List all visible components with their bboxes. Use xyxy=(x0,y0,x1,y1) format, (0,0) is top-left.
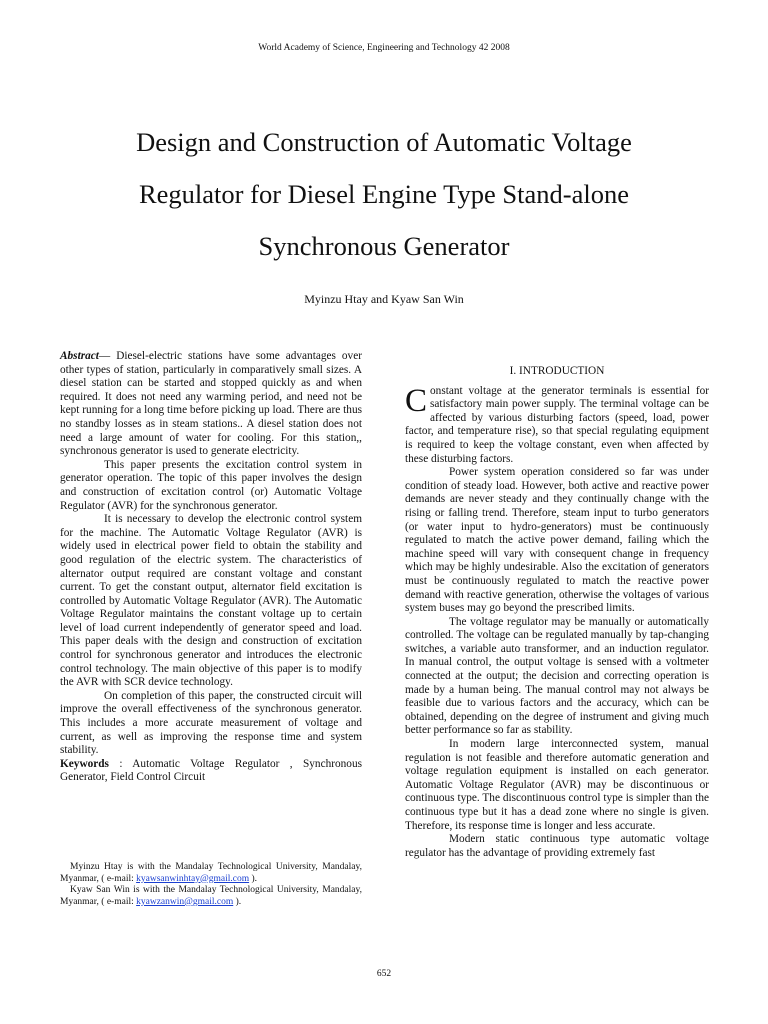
paper-title xyxy=(40,116,728,272)
abstract-paragraph-4: On completion of this paper, the constructed circuit will improve the overall effectiveness of the synchronous generator. This includes a more accurate measurement of voltage and current, as well as improving the response time and system stability. xyxy=(60,689,362,757)
running-head: World Academy of Science, Engineering and Technology 42 2008 xyxy=(258,43,510,53)
footnote-text: Kyaw San Win is with the Mandalay Technological University, Mandalay, Myanmar, ( e-mail: xyxy=(60,885,362,907)
keywords-text: : Automatic Voltage Regulator , Synchronous Generator, Field Control Circuit xyxy=(60,757,362,784)
intro-paragraph-3: The voltage regulator may be manually or automatically controlled. The voltage can be regulated manually by tap-changing switches, a variable auto transformer, and an induction regulator. In manual control, the output voltage is sensed with a voltmeter connected at the output; the decision and correcting operation is made by a human being. The manual control may not always be feasible due to various factors and the accuracy, which can be obtained, depending on the degree of instrument and giving much better performance so far as stability. xyxy=(405,615,709,737)
email-link[interactable]: kyawzanwin@gmail.com xyxy=(136,896,234,907)
drop-cap: C xyxy=(405,382,428,419)
footnote-end: ). xyxy=(249,873,258,884)
intro-paragraph-4: In modern large interconnected system, manual regulation is not feasible and therefore automatic generation and voltage regulation equipment is installed on each generator. Automatic Voltage Regulator (AVR) may be discontinuous or continuous type. The discontinuous control type is simpler than the continuous type but it has a dead zone where no single is given. Therefore, its response time is longer and less accurate. xyxy=(405,738,709,832)
email-link[interactable]: kyawsanwinhtay@gmail.com xyxy=(136,873,250,884)
footnote-text: Myinzu Htay is with the Mandalay Technological University, Mandalay, Myanmar, ( e-mail: xyxy=(60,862,362,884)
footnote-end: ). xyxy=(233,896,242,907)
left-column xyxy=(60,350,362,785)
section-heading: I. INTRODUCTION xyxy=(509,365,605,377)
abstract-paragraph-3: It is necessary to develop the electronic control system for the machine. The Automatic Voltage Regulator (AVR) is widely used in electrical power field to obtain the stability and good regulation of the electric system. The characteristics of alternator output required are constant voltage and constant current. To get the constant output, alternator field excitation is controlled by Automatic Voltage Regulator (AVR). The Automatic Voltage Regulator maintains the constant voltage up to certain level of load current independently of generator speed and load. This paper deals with the design and construction of excitation control for synchronous generator and introduces the electronic control technology. The main objective of this paper is to modify the AVR with SCR device technology. xyxy=(60,513,362,689)
keywords-label: Keywords xyxy=(60,757,109,770)
abstract-label: Abstract xyxy=(60,350,99,362)
author-list: Myinzu Htay and Kyaw San Win xyxy=(304,292,464,306)
intro-text-1: onstant voltage at the generator terminals is essential for satisfactory main power supply. The terminal voltage can be affected by various disturbing factors (speed, load, power factor, and temperature rise), so that special regulating equipment is required to keep the voltage constant, even when affected by these disturbing factors. xyxy=(405,384,709,465)
keywords xyxy=(60,758,362,785)
abstract-paragraph-1 xyxy=(60,350,362,459)
title-line-1: Design and Construction of Automatic Voltage xyxy=(136,127,632,157)
page-number: 652 xyxy=(376,969,392,979)
title-line-3: Synchronous Generator xyxy=(258,231,510,261)
abstract-text-1: — Diesel-electric stations have some advantages over other types of station, particularly in comparatively small sizes. A diesel station can be started and stopped quickly as and when required. It does not need any warming period, and need not be kept running for a long time before picking up load. There are thus no standby losses as in steam stations.. A diesel station does not need a large amount of water for cooling. For this station,, synchronous generator is used to generate electricity. xyxy=(60,350,362,458)
intro-paragraph-5: Modern static continuous type automatic voltage regulator has the advantage of providing extremely fast xyxy=(405,833,709,859)
title-line-2: Regulator for Diesel Engine Type Stand-alone xyxy=(139,179,629,209)
intro-paragraph-2: Power system operation considered so far was under condition of steady load. However, both active and reactive power demands are never steady and they continually change with the rising or falling trend. Therefore, steam input to turbo generators (or water input to hydro-generators) must be continuously regulated to match the active power demand, failing which the machine speed will vary with consequent change in frequency which may be highly undesirable. Also the excitation of generators must be continuously regulated to match the reactive power demand with reactive generation, otherwise the voltages of various system buses may go beyond the prescribed limits. xyxy=(405,466,709,615)
footnote-author-1 xyxy=(60,862,362,885)
footnote-author-2 xyxy=(60,885,362,908)
author-footnote xyxy=(60,862,362,908)
abstract-paragraph-2: This paper presents the excitation control system in generator operation. The topic of this paper involves the design and construction of excitation control (or) Automatic Voltage Regulator (AVR) for the synchronous generator. xyxy=(60,458,362,512)
right-column xyxy=(405,365,709,860)
intro-paragraph-1 xyxy=(405,382,709,467)
